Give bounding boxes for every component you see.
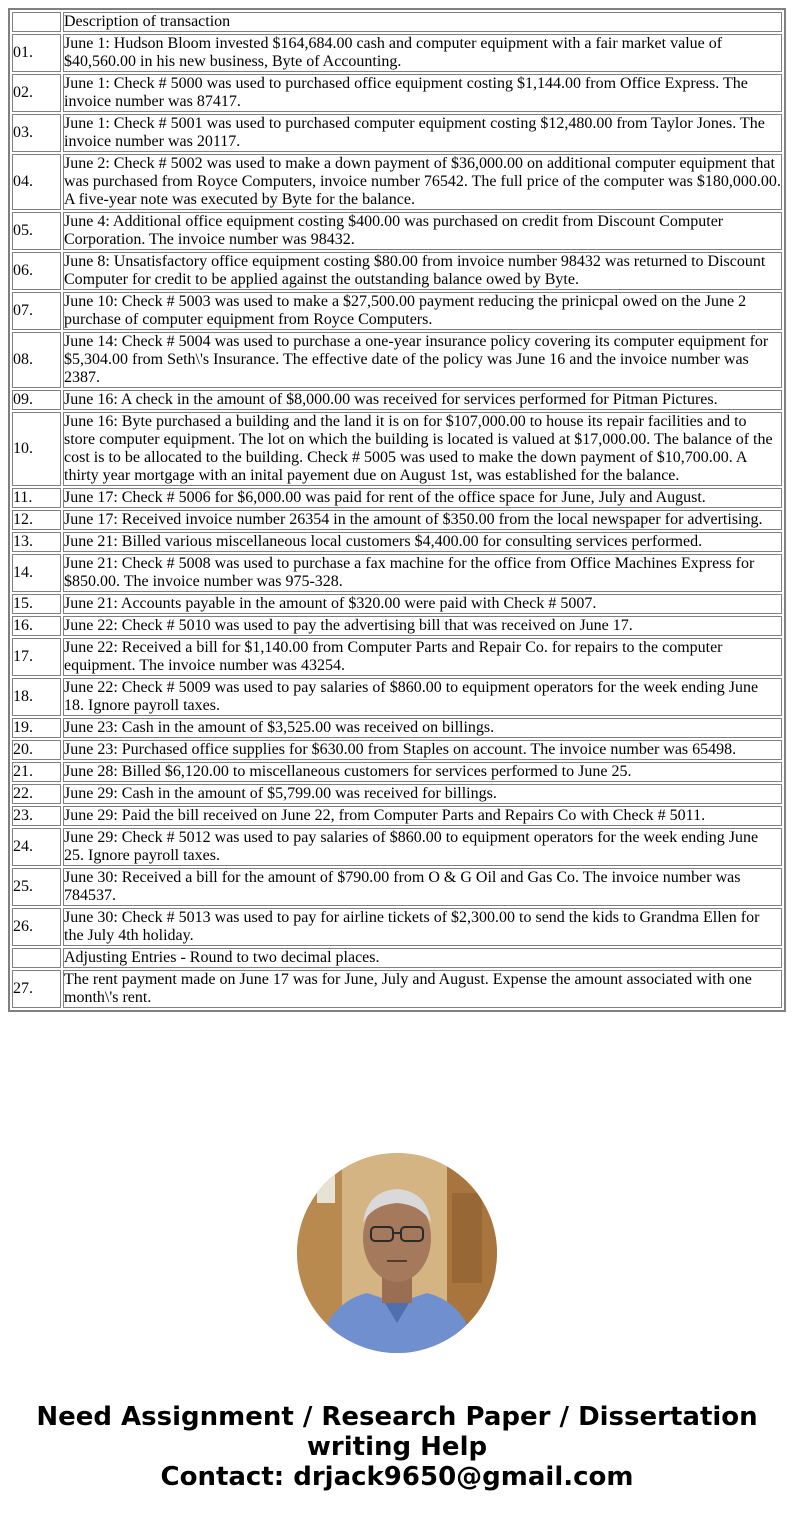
row-description-cell: June 23: Cash in the amount of $3,525.00 was received on billings. xyxy=(63,718,782,738)
row-description-cell: June 4: Additional office equipment costing $400.00 was purchased on credit from Discount Computer Corporation. The invoice number was 98432. xyxy=(63,212,782,250)
row-number-cell: 04. xyxy=(12,154,61,210)
row-description-cell: June 29: Paid the bill received on June 22, from Computer Parts and Repairs Co with Check # 5011. xyxy=(63,806,782,826)
table-row xyxy=(12,806,782,826)
row-description-cell: June 14: Check # 5004 was used to purchase a one-year insurance policy covering its computer equipment for $5,304.00 from Seth\'s Insurance. The effective date of the policy was June 16 and the invoice number was 2387. xyxy=(63,332,782,388)
contact-email: Contact: drjack9650@gmail.com xyxy=(160,1462,634,1492)
row-description-cell: June 30: Check # 5013 was used to pay for airline tickets of $2,300.00 to send the kids to Grandma Ellen for the July 4th holiday. xyxy=(63,908,782,946)
table-row xyxy=(12,510,782,530)
row-description-cell: June 16: A check in the amount of $8,000.00 was received for services performed for Pitman Pictures. xyxy=(63,390,782,410)
row-number-cell: 27. xyxy=(12,970,61,1008)
row-number-cell: 11. xyxy=(12,488,61,508)
table-row xyxy=(12,828,782,866)
transactions-body xyxy=(12,12,782,1008)
row-description-cell: June 1: Check # 5000 was used to purchased office equipment costing $1,144.00 from Office Express. The invoice number was 87417. xyxy=(63,74,782,112)
row-description-cell: June 29: Cash in the amount of $5,799.00 was received for billings. xyxy=(63,784,782,804)
header-number-cell xyxy=(12,12,61,32)
table-row xyxy=(12,114,782,152)
table-row xyxy=(12,74,782,112)
row-description-cell: June 28: Billed $6,120.00 to miscellaneous customers for services performed to June 25. xyxy=(63,762,782,782)
table-row xyxy=(12,390,782,410)
row-number-cell: 24. xyxy=(12,828,61,866)
row-description-cell: June 8: Unsatisfactory office equipment costing $80.00 from invoice number 98432 was returned to Discount Computer for credit to be applied against the outstanding balance owed by Byte. xyxy=(63,252,782,290)
table-row xyxy=(12,292,782,330)
table-row xyxy=(12,868,782,906)
row-description-cell: June 17: Check # 5006 for $6,000.00 was paid for rent of the office space for June, July and August. xyxy=(63,488,782,508)
row-description-cell: June 22: Check # 5009 was used to pay salaries of $860.00 to equipment operators for the week ending June 18. Ignore payroll taxes. xyxy=(63,678,782,716)
transactions-container xyxy=(8,8,786,1012)
table-row xyxy=(12,740,782,760)
row-description-cell: June 16: Byte purchased a building and the land it is on for $107,000.00 to house its repair facilities and to store computer equipment. The lot on which the building is located is valued at $17,000.00. The balance of the cost is to be allocated to the building. Check # 5005 was used to make the down payment of $10,700.00. A thirty year mortgage with an inital payement due on August 1st, was established for the balance. xyxy=(63,412,782,486)
table-row xyxy=(12,970,782,1008)
table-row xyxy=(12,252,782,290)
row-description-cell: June 21: Check # 5008 was used to purchase a fax machine for the office from Office Machines Express for $850.00. The invoice number was 975-328. xyxy=(63,554,782,592)
table-row xyxy=(12,594,782,614)
row-number-cell: 06. xyxy=(12,252,61,290)
row-number-cell: 08. xyxy=(12,332,61,388)
table-row xyxy=(12,34,782,72)
portrait-image xyxy=(297,1153,497,1353)
row-number-cell: 05. xyxy=(12,212,61,250)
table-row xyxy=(12,678,782,716)
row-number-cell xyxy=(12,948,61,968)
row-description-cell: June 29: Check # 5012 was used to pay salaries of $860.00 to equipment operators for the week ending June 25. Ignore payroll taxes. xyxy=(63,828,782,866)
row-description-cell: June 10: Check # 5003 was used to make a $27,500.00 payment reducing the prinicpal owed on the June 2 purchase of computer equipment from Royce Computers. xyxy=(63,292,782,330)
contact-line-1: Need Assignment / Research Paper / Dissertation xyxy=(36,1402,758,1432)
row-number-cell: 25. xyxy=(12,868,61,906)
row-description-cell: June 22: Received a bill for $1,140.00 from Computer Parts and Repair Co. for repairs to the computer equipment. The invoice number was 43254. xyxy=(63,638,782,676)
header-description-cell: Description of transaction xyxy=(63,12,782,32)
row-number-cell: 18. xyxy=(12,678,61,716)
row-number-cell: 19. xyxy=(12,718,61,738)
row-description-cell: June 23: Purchased office supplies for $630.00 from Staples on account. The invoice number was 65498. xyxy=(63,740,782,760)
row-number-cell: 21. xyxy=(12,762,61,782)
row-number-cell: 17. xyxy=(12,638,61,676)
row-number-cell: 07. xyxy=(12,292,61,330)
row-description-cell: June 17: Received invoice number 26354 in the amount of $350.00 from the local newspaper for advertising. xyxy=(63,510,782,530)
row-number-cell: 02. xyxy=(12,74,61,112)
row-number-cell: 09. xyxy=(12,390,61,410)
table-row xyxy=(12,332,782,388)
table-row xyxy=(12,532,782,552)
row-description-cell: June 30: Received a bill for the amount of $790.00 from O & G Oil and Gas Co. The invoice number was 784537. xyxy=(63,868,782,906)
table-row xyxy=(12,908,782,946)
row-description-cell: June 2: Check # 5002 was used to make a down payment of $36,000.00 on additional computer equipment that was purchased from Royce Computers, invoice number 76542. The full price of the computer was $180,000.00. A five-year note was executed by Byte for the balance. xyxy=(64,155,781,208)
table-row xyxy=(12,412,782,486)
table-row xyxy=(12,718,782,738)
row-description-cell: The rent payment made on June 17 was for June, July and August. Expense the amount associated with one month\'s rent. xyxy=(63,970,782,1008)
contact-banner xyxy=(0,1402,794,1492)
row-description-cell: June 21: Billed various miscellaneous local customers $4,400.00 for consulting services performed. xyxy=(63,532,782,552)
row-number-cell: 03. xyxy=(12,114,61,152)
transactions-table xyxy=(8,8,786,1012)
author-avatar xyxy=(297,1153,497,1353)
table-row xyxy=(12,212,782,250)
row-number-cell: 01. xyxy=(12,34,61,72)
row-description-cell: June 21: Accounts payable in the amount of $320.00 were paid with Check # 5007. xyxy=(63,594,782,614)
row-number-cell: 15. xyxy=(12,594,61,614)
row-number-cell: 22. xyxy=(12,784,61,804)
table-row xyxy=(12,762,782,782)
row-description-cell: June 1: Hudson Bloom invested $164,684.00 cash and computer equipment with a fair market value of $40,560.00 in his new business, Byte of Accounting. xyxy=(63,34,782,72)
table-row xyxy=(12,616,782,636)
row-number-cell: 14. xyxy=(12,554,61,592)
row-number-cell: 23. xyxy=(12,806,61,826)
row-number-cell: 26. xyxy=(12,908,61,946)
row-description-cell: June 22: Check # 5010 was used to pay the advertising bill that was received on June 17. xyxy=(63,616,782,636)
table-row xyxy=(12,948,782,968)
table-row xyxy=(12,154,782,210)
table-row xyxy=(12,554,782,592)
contact-line-2: writing Help xyxy=(306,1432,488,1462)
row-description-cell: June 1: Check # 5001 was used to purchased computer equipment costing $12,480.00 from Taylor Jones. The invoice number was 20117. xyxy=(63,114,782,152)
table-header-row xyxy=(12,12,782,32)
table-row xyxy=(12,638,782,676)
row-number-cell: 20. xyxy=(12,740,61,760)
table-row xyxy=(12,784,782,804)
row-number-cell: 13. xyxy=(12,532,61,552)
row-number-cell: 16. xyxy=(12,616,61,636)
table-row xyxy=(12,488,782,508)
row-number-cell: 12. xyxy=(12,510,61,530)
row-description-cell: Adjusting Entries - Round to two decimal places. xyxy=(63,948,782,968)
row-number-cell: 10. xyxy=(12,412,61,486)
